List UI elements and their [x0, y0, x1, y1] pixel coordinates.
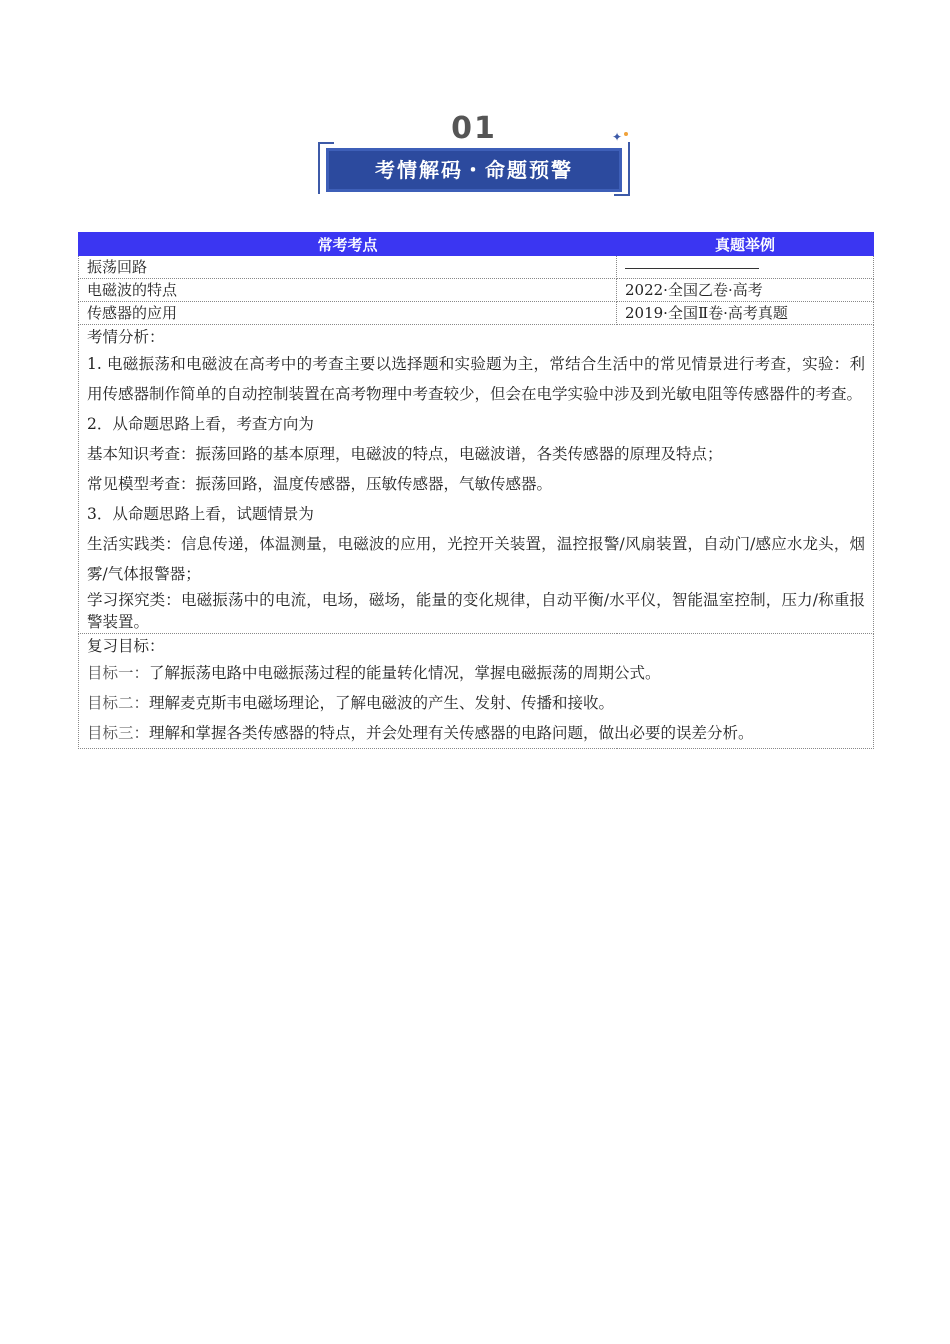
analysis-paragraph-4: 常见模型考查：振荡回路，温度传感器，压敏传感器，气敏传感器。: [87, 475, 553, 493]
analysis-paragraph-7: 学习探究类：电磁振荡中的电流，电场，磁场，能量的变化规律，自动平衡/水平仪，智能温室控制，压力/称重报警装置。: [87, 591, 865, 631]
analysis-paragraph-5: 3．从命题思路上看，试题情景为: [87, 505, 314, 523]
review-heading: 复习目标：: [87, 637, 165, 655]
review-goal: [87, 718, 865, 748]
column-header-topic: 常考考点: [79, 233, 617, 256]
analysis-paragraph-3: 基本知识考查：振荡回路的基本原理，电磁波的特点，电磁波谱，各类传感器的原理及特点；: [87, 445, 723, 463]
analysis-paragraph-1: 1. 电磁振荡和电磁波在高考中的考查主要以选择题和实验题为主，常结合生活中的常见情景进行考查，实验：利用传感器制作简单的自动控制装置在高考物理中考查较少，但会在电学实验中涉及到光敏电阻等传感器件的考查。: [87, 355, 865, 403]
example-cell: [617, 256, 874, 279]
table-row: [79, 256, 874, 279]
analysis-paragraph-2: 2．从命题思路上看，考查方向为: [87, 415, 314, 433]
analysis-heading: 考情分析：: [87, 328, 165, 346]
example-cell: 2022·全国乙卷·高考: [617, 279, 874, 302]
analysis-paragraph-6: 生活实践类：信息传递，体温测量，电磁波的应用，光控开关装置，温控报警/风扇装置，自动门/感应水龙头，烟雾/气体报警器；: [87, 535, 865, 583]
sparkle-dot-icon: [624, 132, 628, 136]
review-cell: [79, 634, 874, 749]
goal-text: 理解麦克斯韦电磁场理论，了解电磁波的产生、发射、传播和接收。: [149, 694, 615, 712]
sparkle-icon: ✦: [611, 130, 622, 144]
goal-label: 目标一：: [87, 664, 150, 682]
column-header-example: 真题举例: [617, 233, 874, 256]
section-badge: [318, 112, 630, 198]
topic-cell: 传感器的应用: [79, 302, 617, 325]
review-goal: [87, 688, 865, 718]
analysis-cell: [79, 325, 874, 634]
exam-analysis-table: [78, 232, 873, 749]
example-cell: 2019·全国Ⅱ卷·高考真题: [617, 302, 874, 325]
review-goal: [87, 658, 865, 688]
topic-cell: 电磁波的特点: [79, 279, 617, 302]
goal-label: 目标三：: [87, 724, 150, 742]
review-row: [79, 634, 874, 749]
table-row: [79, 302, 874, 325]
table-header-row: [79, 233, 874, 256]
blank-line: [625, 256, 759, 269]
section-title: 考情解码・命题预警: [375, 158, 573, 182]
goal-label: 目标二：: [87, 694, 150, 712]
table-row: [79, 279, 874, 302]
analysis-row: [79, 325, 874, 634]
goal-text: 了解振荡电路中电磁振荡过程的能量转化情况，掌握电磁振荡的周期公式。: [149, 664, 661, 682]
topic-cell: 振荡回路: [79, 256, 617, 279]
section-title-bar: [326, 148, 622, 192]
goal-text: 理解和掌握各类传感器的特点，并会处理有关传感器的电路问题，做出必要的误差分析。: [149, 724, 754, 742]
section-number: 01: [451, 111, 497, 146]
